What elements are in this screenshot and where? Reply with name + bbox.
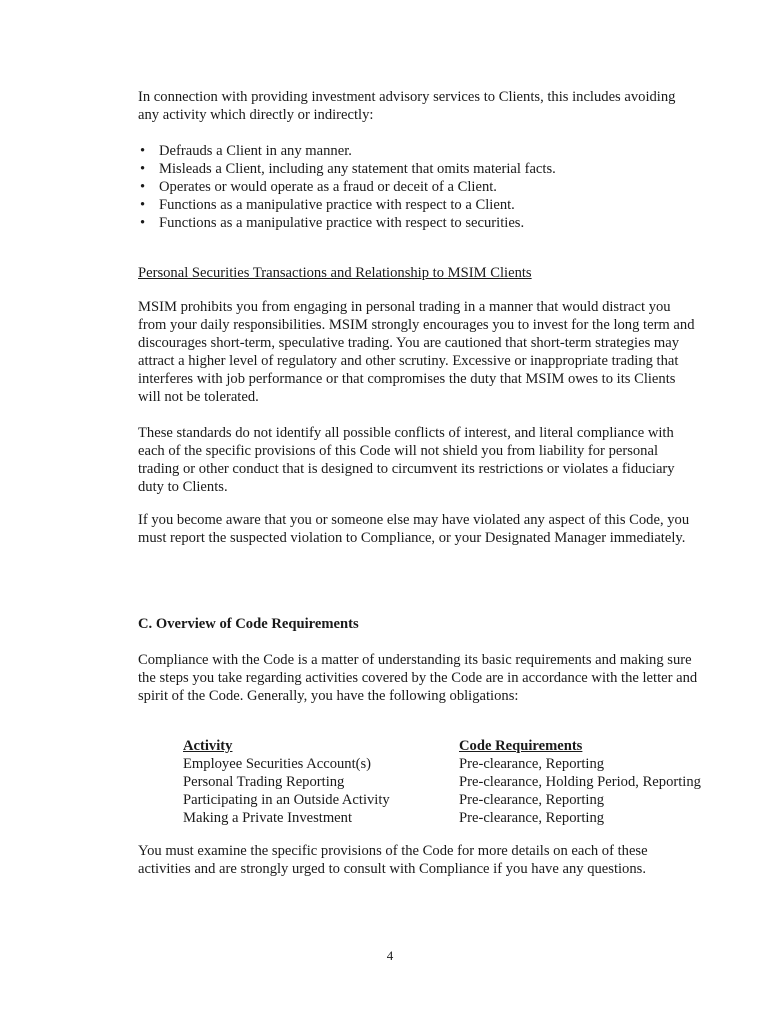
paragraph-text: If you become aware that you or someone else may have violated any aspect of this Code, you must report the suspected violation to Compliance, or your Designated Manager immediately. xyxy=(138,512,690,546)
bullet-item: • Operates or would operate as a fraud or deceit of a Client. xyxy=(138,178,698,196)
bullet-item: • Functions as a manipulative practice with respect to a Client. xyxy=(138,196,698,214)
table-header-row xyxy=(183,737,743,755)
code-requirements-column-header: Code Requirements xyxy=(459,738,583,754)
code-requirements-table xyxy=(183,737,743,827)
paragraph-text: You must examine the specific provisions of the Code for more details on each of these activities and are strongly urged to consult with Compliance if you have any questions. xyxy=(138,843,648,877)
requirement-cell: Pre-clearance, Reporting xyxy=(459,810,605,826)
violation-bullet-list xyxy=(138,142,698,232)
report-violation-paragraph xyxy=(138,511,698,547)
table-row xyxy=(183,791,743,809)
paragraph-text: These standards do not identify all possible conflicts of interest, and literal compliance with each of the specific provisions of this Code will not shield you from liability for personal trading or other conduct that is designed to circumvent its restrictions or violates a fiduciary duty to Clients. xyxy=(138,425,675,495)
section-c-heading: C. Overview of Code Requirements xyxy=(138,616,359,632)
table-row xyxy=(183,809,743,827)
bullet-item: • Defrauds a Client in any manner. xyxy=(138,142,698,160)
requirement-cell: Pre-clearance, Holding Period, Reporting xyxy=(459,774,701,790)
bullet-item: • Misleads a Client, including any statement that omits material facts. xyxy=(138,160,698,178)
requirement-cell: Pre-clearance, Reporting xyxy=(459,756,605,772)
activity-column-header: Activity xyxy=(183,738,233,754)
standards-paragraph xyxy=(138,424,698,496)
activity-cell: Participating in an Outside Activity xyxy=(183,792,390,808)
requirement-cell: Pre-clearance, Reporting xyxy=(459,792,605,808)
closing-paragraph xyxy=(138,842,698,878)
activity-cell: Personal Trading Reporting xyxy=(183,774,345,790)
activity-cell: Making a Private Investment xyxy=(183,810,353,826)
table-row xyxy=(183,755,743,773)
personal-trading-paragraph xyxy=(138,298,698,406)
personal-securities-heading: Personal Securities Transactions and Relationship to MSIM Clients xyxy=(138,265,532,281)
paragraph-text: MSIM prohibits you from engaging in personal trading in a manner that would distract you from your daily responsibilities. MSIM strongly encourages you to invest for the long term and discourages short-term, speculative trading. You are cautioned that short-term strategies may attract a higher level of regulatory and other scrutiny. Excessive or inappropriate trading that interferes with job performance or that compromises the duty that MSIM owes to its Clients will not be tolerated. xyxy=(138,299,695,405)
paragraph-text: Compliance with the Code is a matter of understanding its basic requirements and making sure the steps you take regarding activities covered by the Code are in accordance with the letter and spirit of the Code. Generally, you have the following obligations: xyxy=(138,652,698,704)
intro-paragraph xyxy=(138,88,698,124)
activity-cell: Employee Securities Account(s) xyxy=(183,756,372,772)
page-number: 4 xyxy=(386,948,394,963)
compliance-paragraph xyxy=(138,651,698,705)
table-row xyxy=(183,773,743,791)
bullet-item: • Functions as a manipulative practice with respect to securities. xyxy=(138,214,698,232)
intro-text: In connection with providing investment advisory services to Clients, this includes avoiding any activity which directly or indirectly: xyxy=(138,89,676,123)
